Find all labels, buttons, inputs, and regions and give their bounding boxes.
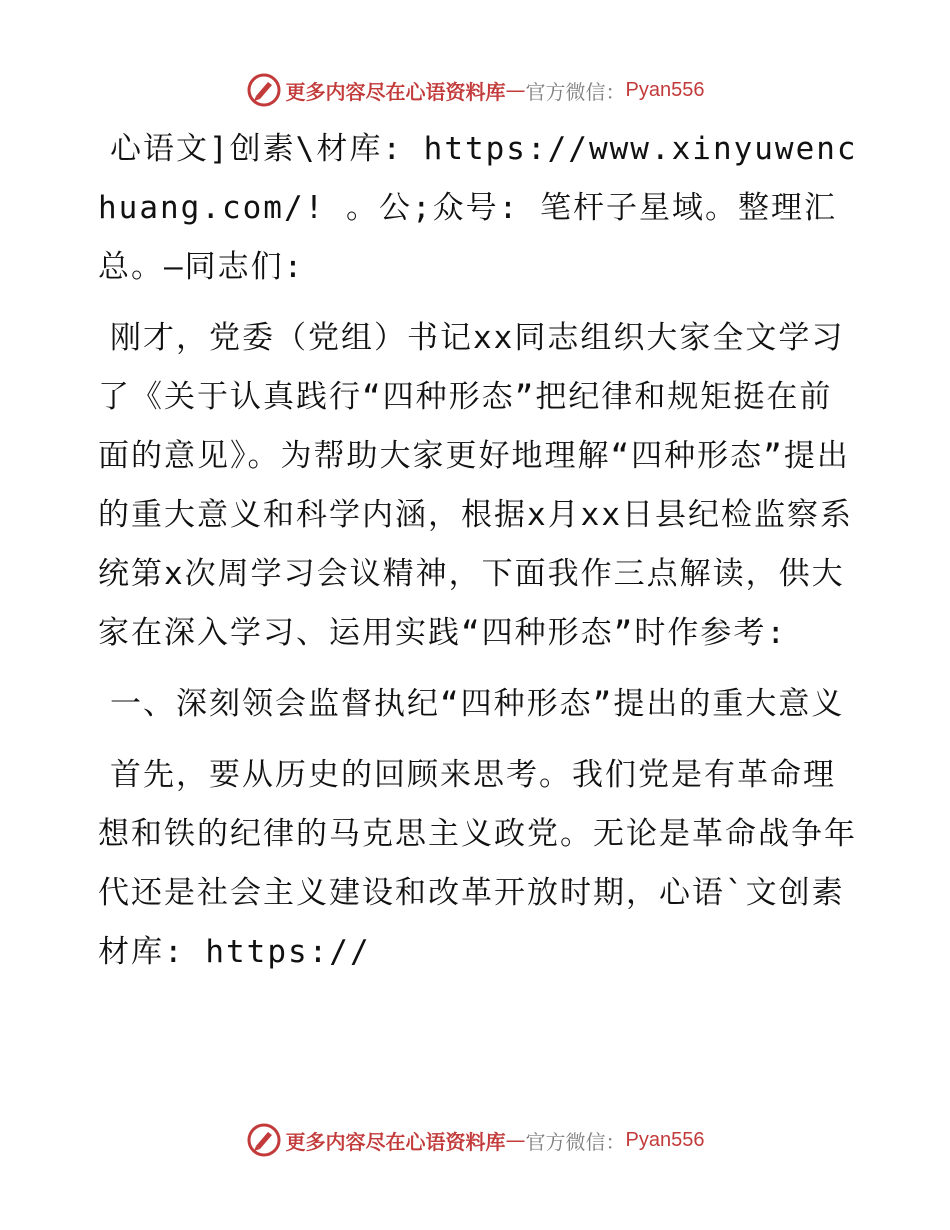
paragraph-preface-text: 刚才，党委（党组）书记xx同志组织大家全文学习了《关于认真践行“四种形态”把纪律和规矩挺在前面的意见》。为帮助大家更好地理解“四种形态”提出的重大意义和科学内涵，根据x月xx日县纪检监察系统第x次周学习会议精神，下面我作三点解读，供大家在深入学习、运用实践“四种形态”时作参考: <box>98 320 853 651</box>
paragraph-preface <box>98 309 858 663</box>
paragraph-intro-text: 心语文]创素\材库: https://www.xinyuwenchuang.com/! 。公;众号: 笔杆子星域。整理汇总。—同志们: <box>98 131 858 285</box>
watermark-wechat-label: 官方微信： <box>525 79 626 104</box>
paragraph-history-text: 首先，要从历史的回顾来思考。我们党是有革命理想和铁的纪律的马克思主义政党。无论是革命战争年代还是社会主义建设和改革开放时期，心语`文创素材库: https:// <box>98 757 857 970</box>
watermark-main-text: 更多内容尽在心语资料库 <box>285 79 506 104</box>
paragraph-intro <box>98 120 858 297</box>
section-heading-1 <box>98 675 858 734</box>
watermark-dash: — <box>505 1128 526 1152</box>
watermark-wechat-id: Pyan556 <box>625 1128 705 1151</box>
brush-pen-logo-icon <box>246 1122 282 1158</box>
watermark-banner-bottom <box>0 1120 950 1160</box>
brush-pen-logo-icon <box>246 72 282 108</box>
document-body <box>98 120 858 982</box>
watermark-banner-top <box>0 70 950 110</box>
watermark-wechat-id: Pyan556 <box>625 78 705 101</box>
paragraph-history <box>98 746 858 982</box>
watermark-dash: — <box>505 78 526 102</box>
watermark-main-text: 更多内容尽在心语资料库 <box>285 1129 506 1154</box>
section-heading-1-text: 一、深刻领会监督执纪“四种形态”提出的重大意义 <box>110 686 845 722</box>
watermark-wechat-label: 官方微信： <box>525 1129 626 1154</box>
